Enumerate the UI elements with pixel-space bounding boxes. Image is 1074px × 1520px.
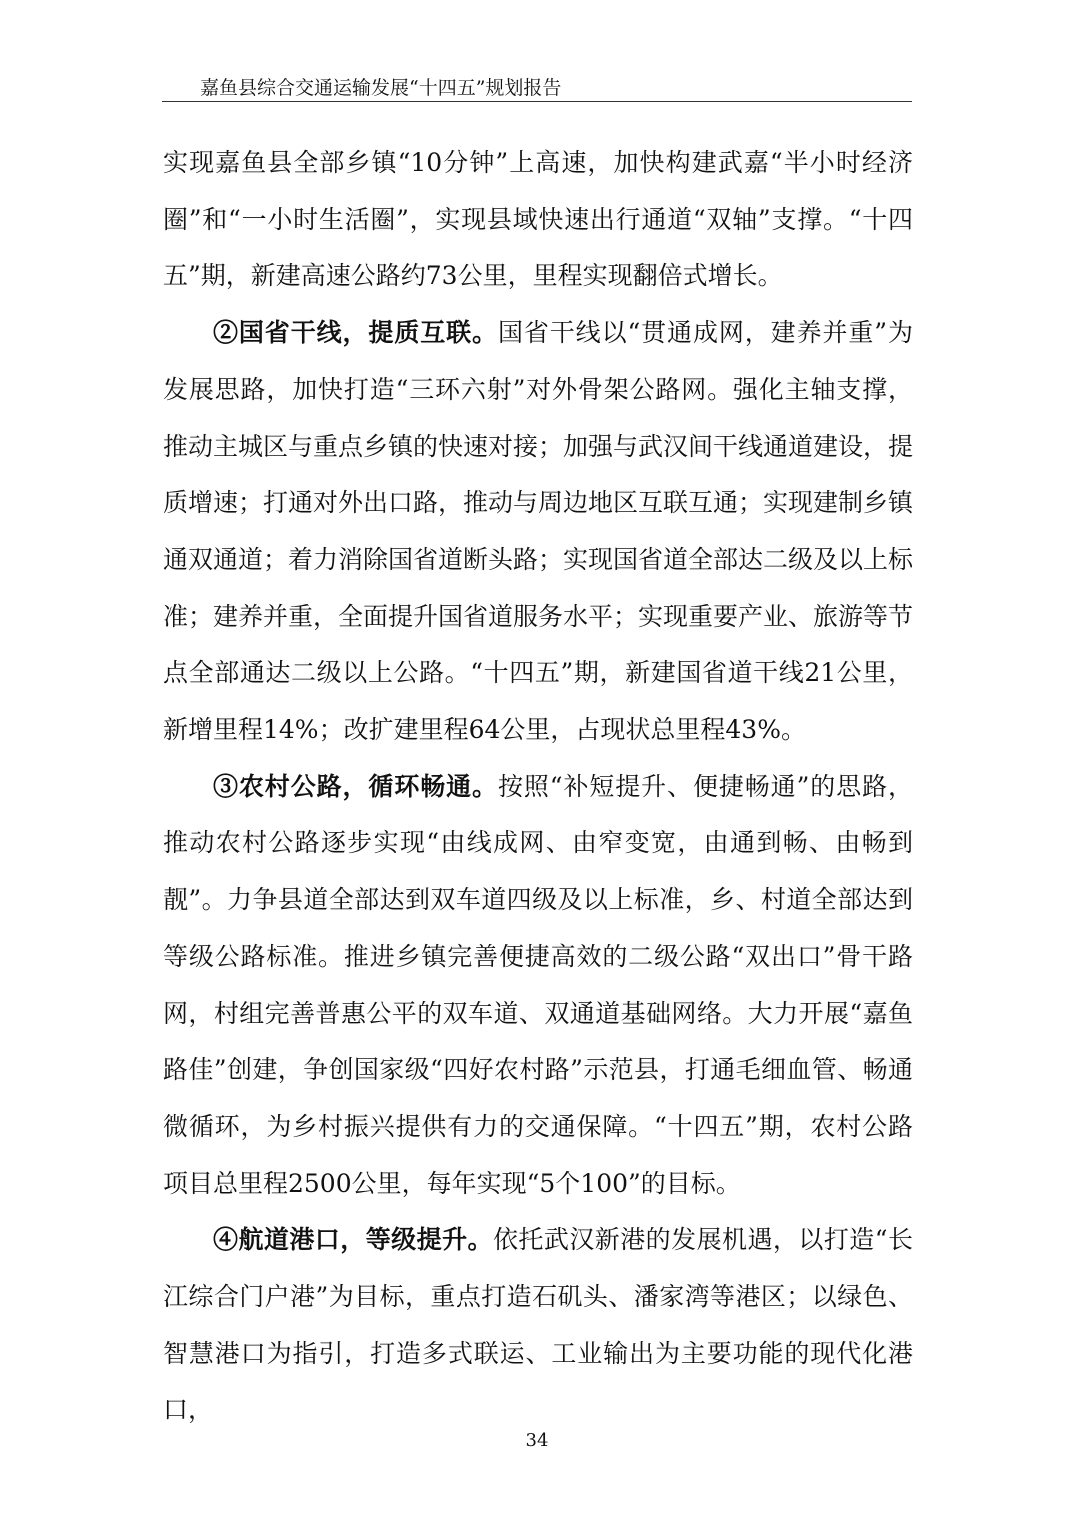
paragraph-text: 依托武汉新港的发展机遇，以打造“长江综合门户港”为目标，重点打造石矶头、潘家湾等港区；以绿色、智慧港口为指引，打造多式联运、工业输出为主要功能的现代化港口， <box>163 1225 913 1425</box>
paragraph-text: 实现嘉鱼县全部乡镇“10分钟”上高速，加快构建武嘉“半小时经济圈”和“一小时生活圈”，实现县域快速出行通道“双轴”支撑。“十四五”期，新建高速公路约73公里，里程实现翻倍式增长。 <box>163 148 913 291</box>
paragraph-trunk-roads <box>163 305 913 759</box>
header-title: 嘉鱼县综合交通运输发展“十四五”规划报告 <box>200 77 562 99</box>
body-text <box>163 135 913 1439</box>
section-heading-rural-roads: ③农村公路，循环畅通。 <box>213 771 498 801</box>
section-heading-trunk-roads: ②国省干线，提质互联。 <box>213 318 498 348</box>
page-number: 34 <box>525 1430 549 1451</box>
paragraph-text: 国省干线以“贯通成网，建养并重”为发展思路，加快打造“三环六射”对外骨架公路网。强化主轴支撑，推动主城区与重点乡镇的快速对接；加强与武汉间干线通道建设，提质增速；打通对外出口路，推动与周边地区互联互通；实现建制乡镇通双通道；着力消除国省道断头路；实现国省道全部达二级及以上标准；建养并重，全面提升国省道服务水平；实现重要产业、旅游等节点全部通达二级以上公路。“十四五”期，新建国省道干线21公里，新增里程14%；改扩建里程64公里，占现状总里程43%。 <box>163 318 914 745</box>
paragraph-highway-continued <box>163 135 913 305</box>
header-divider <box>162 101 912 102</box>
paragraph-rural-roads <box>163 759 913 1213</box>
paragraph-text: 按照“补短提升、便捷畅通”的思路，推动农村公路逐步实现“由线成网、由窄变宽，由通到畅、由畅到靓”。力争县道全部达到双车道四级及以上标准，乡、村道全部达到等级公路标准。推进乡镇完善便捷高效的二级公路“双出口”骨干路网，村组完善普惠公平的双车道、双通道基础网络。大力开展“嘉鱼路佳”创建，争创国家级“四好农村路”示范县，打通毛细血管、畅通微循环，为乡村振兴提供有力的交通保障。“十四五”期，农村公路项目总里程2500公里，每年实现“5个100”的目标。 <box>163 771 913 1198</box>
page-footer <box>0 1430 1074 1452</box>
section-heading-waterways-ports: ④航道港口，等级提升。 <box>213 1225 493 1255</box>
paragraph-waterways-ports <box>163 1212 913 1439</box>
page-header <box>162 74 912 102</box>
